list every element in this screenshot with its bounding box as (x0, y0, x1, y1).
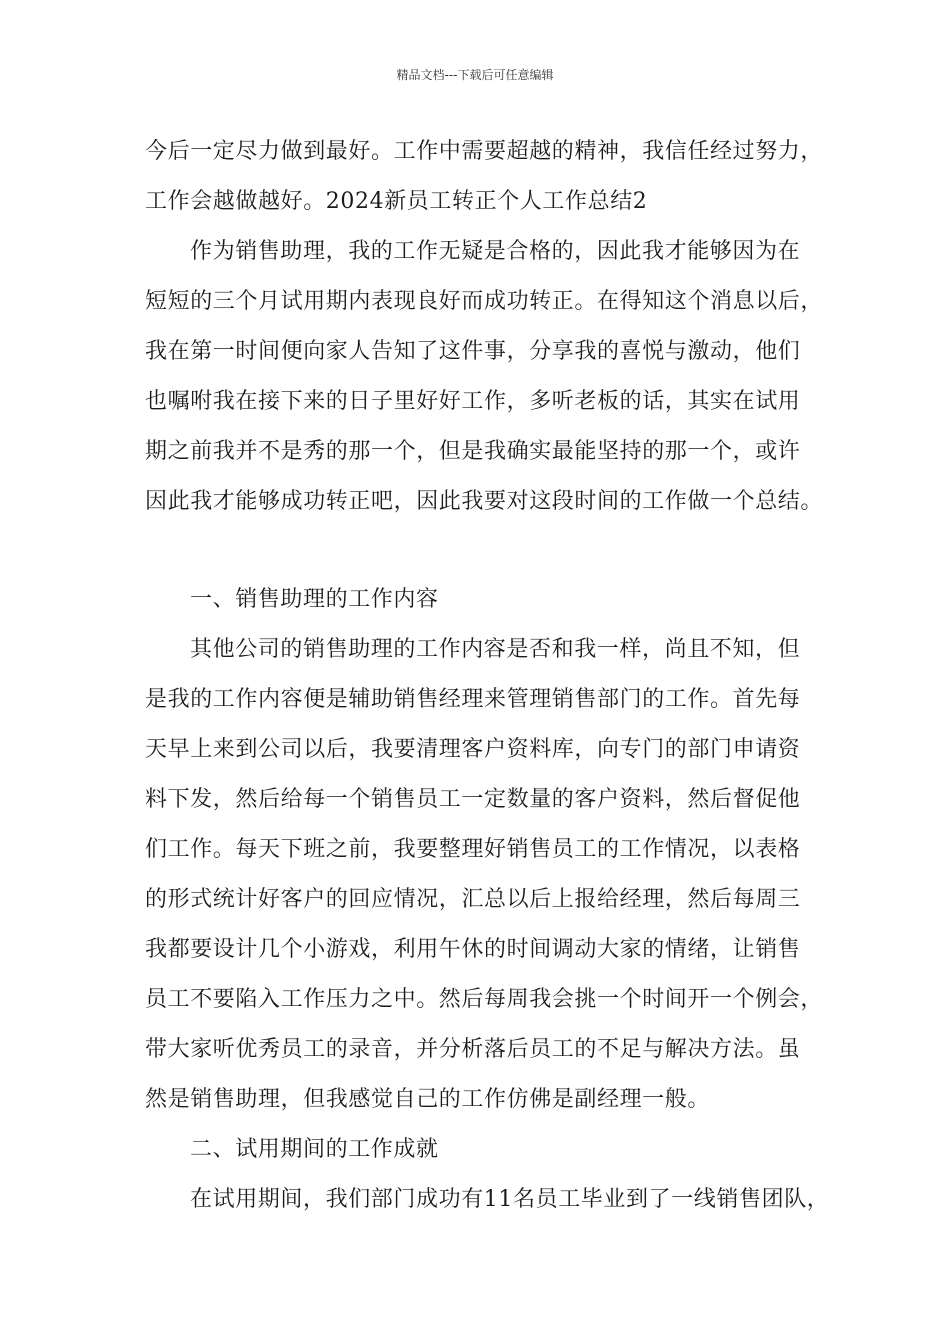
paragraph-start-line: 在试用期间，我们部门成功有11名员工毕业到了一线销售团队， (190, 1187, 830, 1212)
text-line: 期之前我并不是秀的那一个，但是我确实最能坚持的那一个，或许 (145, 439, 801, 464)
text-line: 因此我才能够成功转正吧，因此我要对这段时间的工作做一个总结。 (145, 489, 824, 514)
text-line: 今后一定尽力做到最好。工作中需要超越的精神，我信任经过努力， (145, 139, 824, 164)
text-line: 带大家听优秀员工的录音，并分析落后员工的不足与解决方法。虽 (145, 1037, 801, 1062)
text-line: 然是销售助理，但我感觉自己的工作仿佛是副经理一般。 (145, 1087, 711, 1112)
paragraph-start-line: 作为销售助理，我的工作无疑是合格的，因此我才能够因为在 (190, 239, 801, 264)
page-header: 精品文档---下载后可任意编辑 (396, 68, 554, 82)
text-line: 短短的三个月试用期内表现良好而成功转正。在得知这个消息以后， (145, 289, 824, 314)
text-line: 是我的工作内容便是辅助销售经理来管理销售部门的工作。首先每 (145, 687, 801, 712)
text-line: 的形式统计好客户的回应情况，汇总以后上报给经理，然后每周三 (145, 887, 801, 912)
text-line: 也嘱咐我在接下来的日子里好好工作，多听老板的话，其实在试用 (145, 389, 801, 414)
text-line: 我都要设计几个小游戏，利用午休的时间调动大家的情绪，让销售 (145, 937, 801, 962)
text-line: 工作会越做越好。2024新员工转正个人工作总结2 (145, 189, 648, 214)
text-line: 天早上来到公司以后，我要清理客户资料库，向专门的部门申请资 (145, 737, 801, 762)
paragraph-start-line: 其他公司的销售助理的工作内容是否和我一样，尚且不知，但 (190, 637, 801, 662)
text-line: 料下发，然后给每一个销售员工一定数量的客户资料，然后督促他 (145, 787, 801, 812)
text-line: 我在第一时间便向家人告知了这件事，分享我的喜悦与激动，他们 (145, 339, 801, 364)
section-heading-2: 二、试用期间的工作成就 (190, 1137, 439, 1162)
text-line: 员工不要陷入工作压力之中。然后每周我会挑一个时间开一个例会， (145, 987, 824, 1012)
section-heading-1: 一、销售助理的工作内容 (190, 587, 439, 612)
text-line: 们工作。每天下班之前，我要整理好销售员工的工作情况，以表格 (145, 837, 801, 862)
